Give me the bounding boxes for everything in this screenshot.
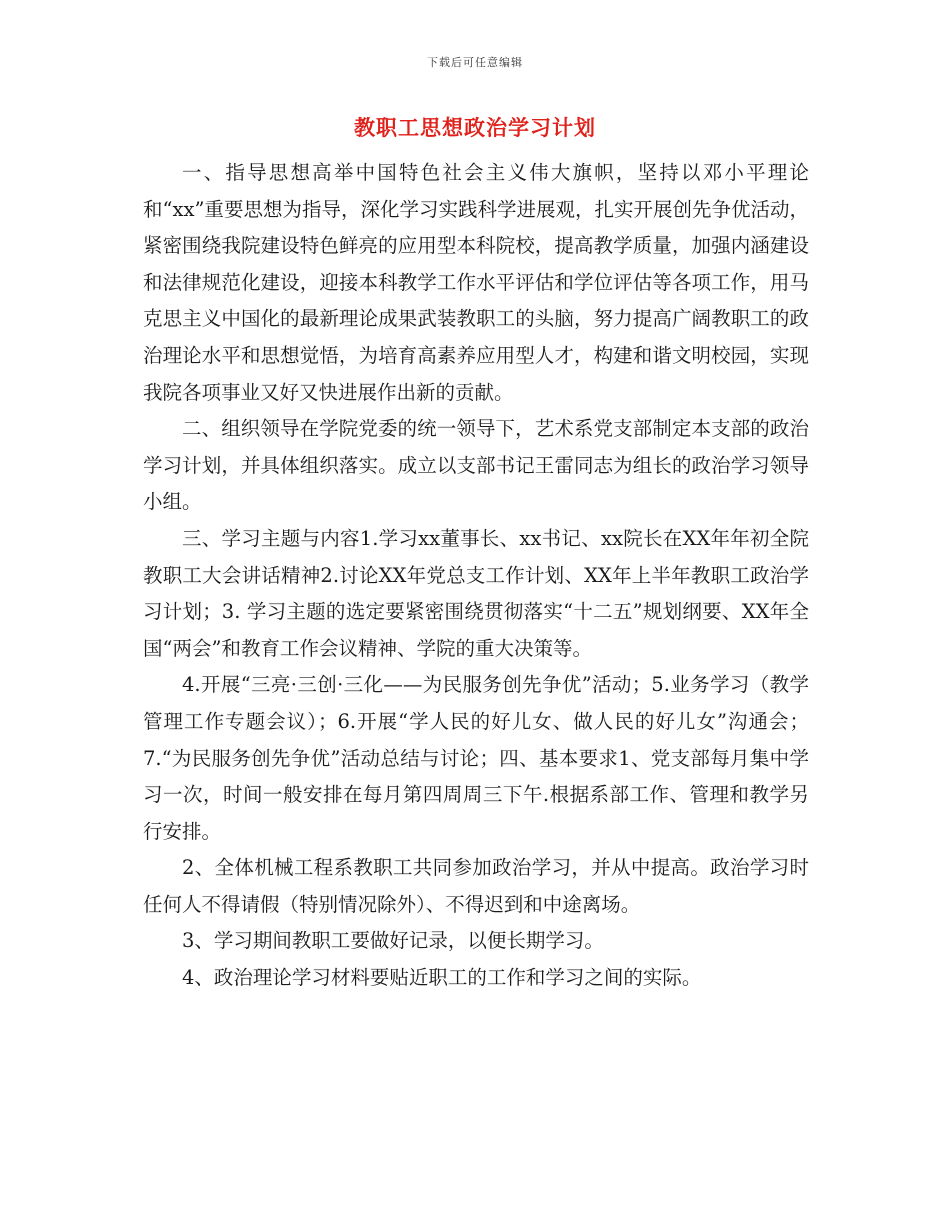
paragraph-organization: 二、组织领导在学院党委的统一领导下，艺术系党支部制定本支部的政治学习计划，并具体组织落实。成立以支部书记王雷同志为组长的政治学习领导小组。 <box>143 417 809 514</box>
document-body <box>143 155 809 997</box>
paragraph-requirement-attendance: 2、全体机械工程系教职工共同参加政治学习，并从中提高。政治学习时任何人不得请假（特别情况除外）、不得迟到和中途离场。 <box>143 856 809 916</box>
paragraph-study-topics: 三、学习主题与内容1.学习xx董事长、xx书记、xx院长在XX年年初全院教职工大会讲话精神2.讨论XX年党总支工作计划、XX年上半年教职工政治学习计划；3. 学习主题的选定要紧密围绕贯彻落实“十二五”规划纲要、XX年全国“两会”和教育工作会议精神、学院的重大决策等。 <box>143 526 809 660</box>
header-note: 下载后可任意编辑 <box>427 56 523 69</box>
paragraph-requirement-materials: 4、政治理论学习材料要贴近职工的工作和学习之间的实际。 <box>182 966 702 990</box>
paragraph-guiding-ideology: 一、指导思想高举中国特色社会主义伟大旗帜，坚持以邓小平理论和“xx”重要思想为指导，深化学习实践科学进展观，扎实开展创先争优活动，紧密围绕我院建设特色鲜亮的应用型本科院校，提高教学质量，加强内涵建设和法律规范化建设，迎接本科教学工作水平评估和学位评估等各项工作，用马克思主义中国化的最新理论成果武装教职工的头脑，努力提高广阔教职工的政治理论水平和思想觉悟，为培育高素养应用型人才，构建和谐文明校园，实现我院各项事业又好又快进展作出新的贡献。 <box>143 161 809 404</box>
paragraph-requirement-notes: 3、学习期间教职工要做好记录，以便长期学习。 <box>182 929 604 953</box>
paragraph-activities-requirements: 4.开展“三亮·三创·三化——为民服务创先争优”活动；5.业务学习（教学管理工作专题会议）；6.开展“学人民的好儿女、做人民的好儿女”沟通会；7.“为民服务创先争优”活动总结与讨论；四、基本要求1、党支部每月集中学习一次，时间一般安排在每月第四周周三下午.根据系部工作、管理和教学另行安排。 <box>143 673 809 843</box>
document-title: 教职工思想政治学习计划 <box>354 115 596 140</box>
